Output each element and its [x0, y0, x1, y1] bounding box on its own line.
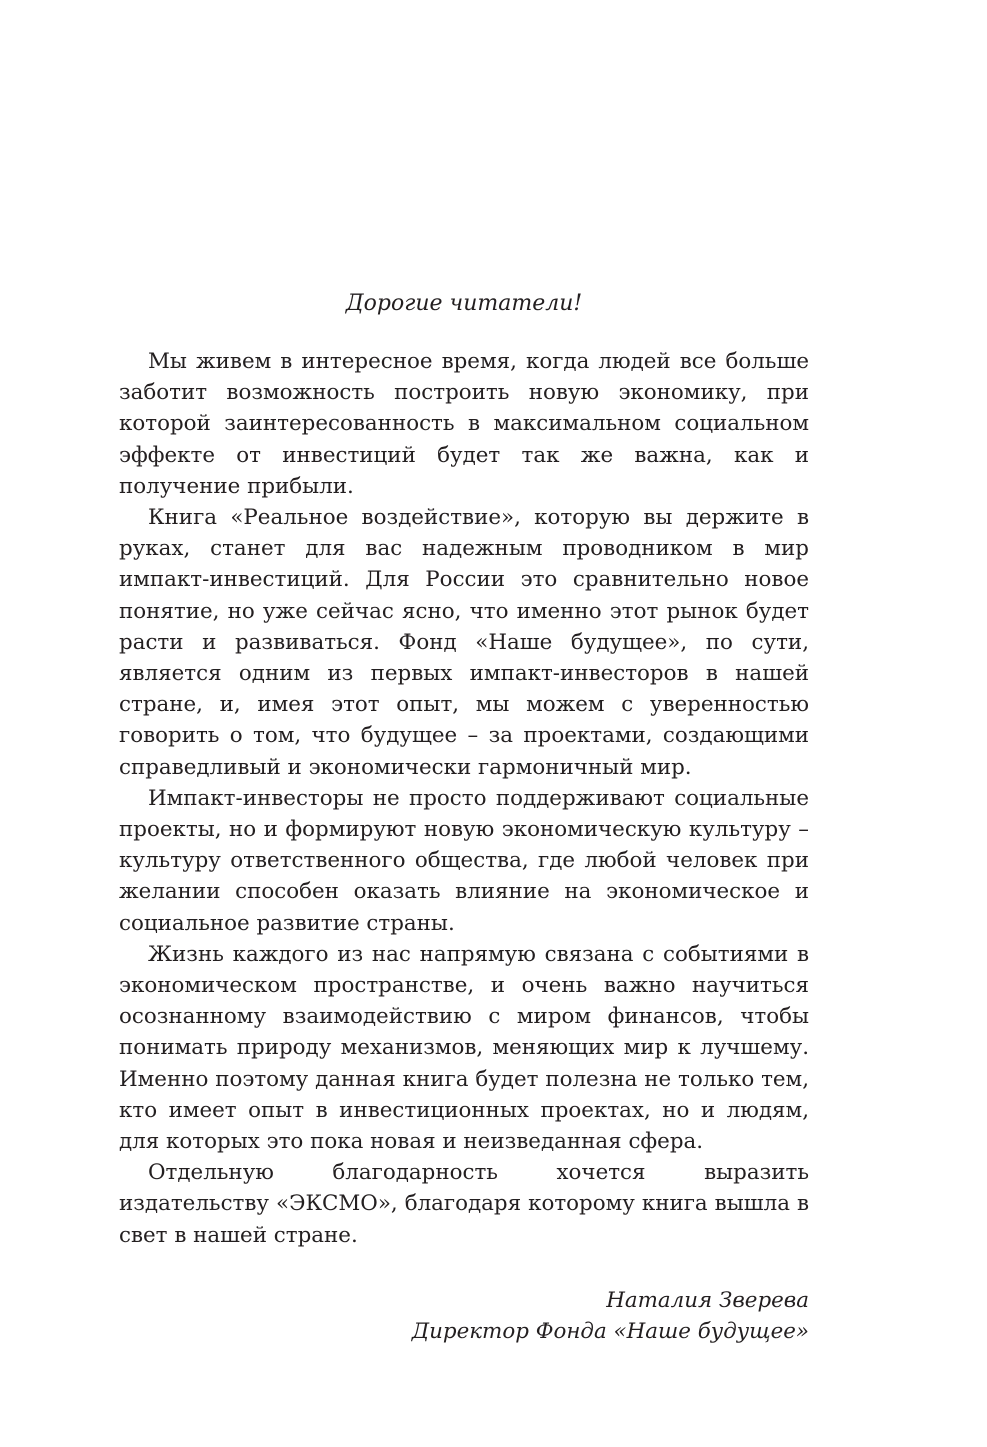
signature-name: Наталия Зверева	[606, 1287, 809, 1313]
letter-paragraph: Книга «Реальное воздействие», которую вы держите в руках, станет для вас надежным проводником в мир импакт-инвестиций. Для России это сравнительно новое понятие, но уже сейчас ясно, что именно этот рынок будет расти и развиваться. Фонд «Наше будущее», по сути, является одним из первых импакт-инвесторов в нашей стране, и, имея этот опыт, мы можем с уверенностью говорить о том, что будущее – за проектами, создающими справедливый и экономически гармоничный мир.	[119, 505, 809, 780]
signature-block	[119, 1285, 809, 1348]
letter-paragraph: Жизнь каждого из нас напрямую связана с событиями в экономическом пространстве, и очень важно научиться осознанному взаимодействию с миром финансов, чтобы понимать природу механизмов, меняющих мир к лучшему. Именно поэтому данная книга будет полезна не только тем, кто имеет опыт в инвестиционных проектах, но и людям, для которых это пока новая и неизведанная сфера.	[119, 941, 809, 1155]
letter-paragraph: Отдельную благодарность хочется выразить издательству «ЭКСМО», благодаря которому книга вышла в свет в нашей стране.	[119, 1160, 809, 1248]
signature-title: Директор Фонда «Наше будущее»	[411, 1319, 809, 1345]
letter-page	[119, 288, 809, 1348]
letter-paragraph: Импакт-инвесторы не просто поддерживают социальные проекты, но и формируют новую экономическую культуру – культуру ответственного общества, где любой человек при желании способен оказать влияние на экономическое и социальное развитие страны.	[119, 785, 809, 936]
letter-paragraph: Мы живем в интересное время, когда людей все больше заботит возможность построить новую экономику, при которой заинтересованность в максимальном социальном эффекте от инвестиций будет так же важна, как и получение прибыли.	[119, 349, 809, 499]
letter-greeting: Дорогие читатели!	[345, 291, 583, 316]
